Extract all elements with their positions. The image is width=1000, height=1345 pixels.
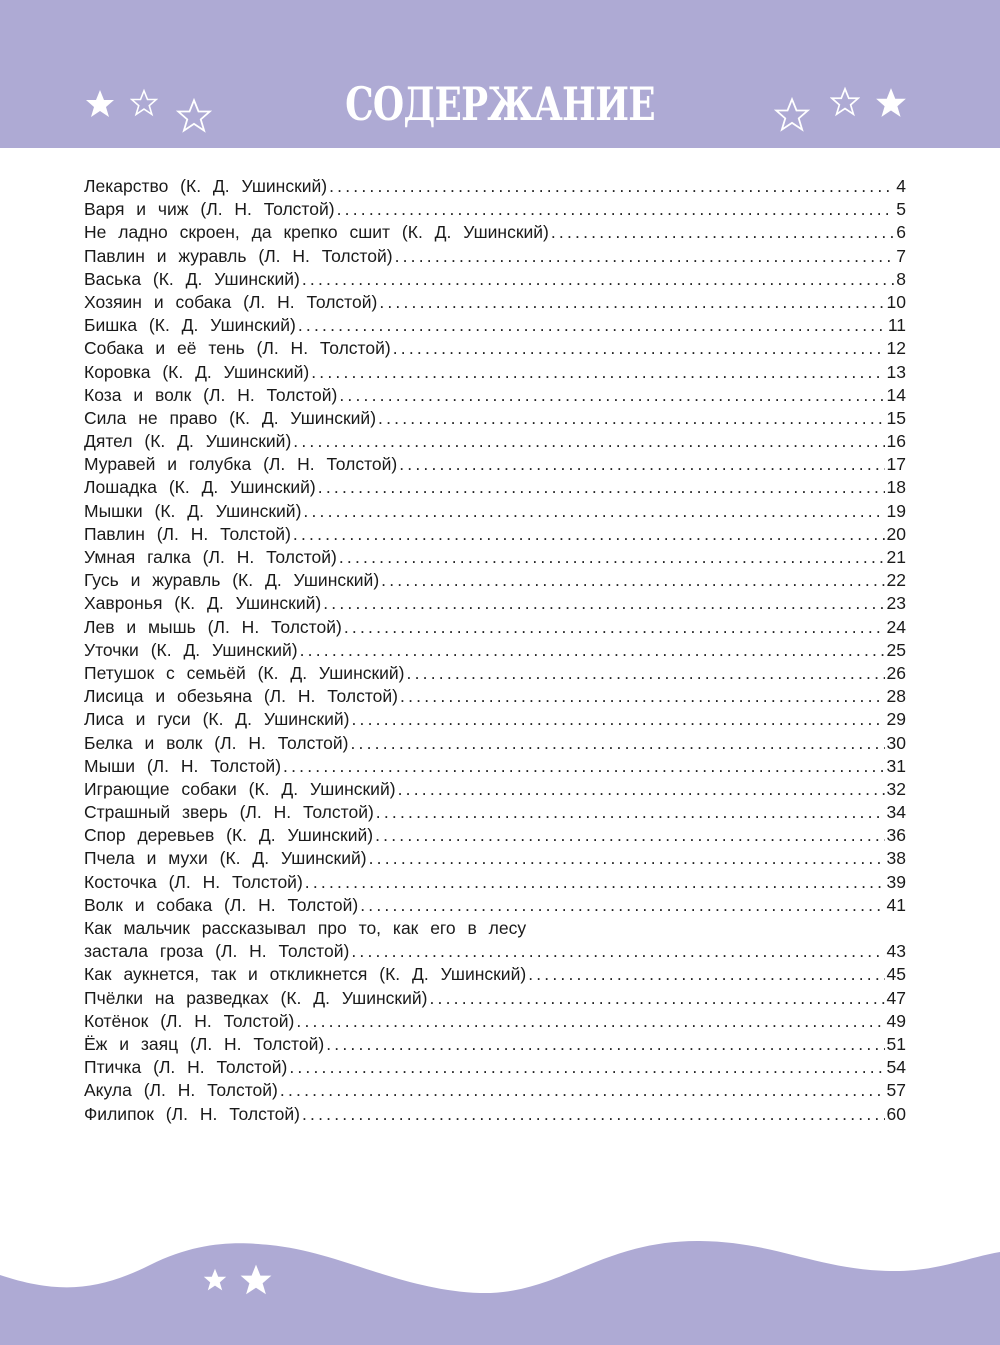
toc-entry-page: 29 [886, 709, 906, 730]
toc-entry-page: 43 [886, 941, 906, 962]
toc-entry[interactable] [84, 477, 906, 500]
dot-leader [351, 941, 884, 962]
toc-entry-page: 38 [886, 848, 906, 869]
toc-entry-title: Акула (Л. Н. Толстой) [84, 1080, 278, 1101]
toc-entry[interactable] [84, 524, 906, 547]
toc-entry-title: Птичка (Л. Н. Толстой) [84, 1057, 288, 1078]
dot-leader [302, 269, 894, 290]
toc-entry-page: 6 [896, 222, 906, 243]
toc-entry[interactable] [84, 988, 906, 1011]
toc-entry[interactable] [84, 1011, 906, 1034]
toc-entry-page: 19 [886, 500, 906, 521]
toc-entry-page: 41 [886, 894, 906, 915]
toc-entry-title: Собака и её тень (Л. Н. Толстой) [84, 338, 391, 359]
toc-entry-page: 10 [886, 291, 906, 312]
toc-entry-title: Как мальчик рассказывал про то, как его в лесу [84, 918, 527, 938]
toc-entry-page: 30 [886, 732, 906, 753]
toc-entry-page: 23 [886, 593, 906, 614]
dot-leader [337, 199, 895, 220]
toc-entry-page: 15 [886, 407, 906, 428]
star-outline-icon [774, 96, 810, 134]
toc-entry[interactable] [84, 1057, 906, 1080]
toc-entry[interactable] [84, 686, 906, 709]
toc-entry-page: 11 [887, 315, 906, 336]
dot-leader [351, 709, 884, 730]
toc-entry-title: Лев и мышь (Л. Н. Толстой) [84, 616, 342, 637]
dot-leader [326, 1034, 884, 1055]
toc-entry-page: 26 [886, 662, 906, 683]
toc-entry-title: Лисица и обезьяна (Л. Н. Толстой) [84, 686, 399, 707]
dot-leader [400, 686, 885, 707]
toc-entry-title: Сила не право (К. Д. Ушинский) [84, 407, 377, 428]
toc-entry-title: Страшный зверь (Л. Н. Толстой) [84, 802, 374, 823]
toc-entry-title: Хавронья (К. Д. Ушинский) [84, 593, 322, 614]
toc-entry-page: 8 [896, 268, 906, 289]
dot-leader [378, 408, 885, 429]
footer-wave [0, 1200, 1000, 1345]
toc-entry[interactable] [84, 570, 906, 593]
toc-entry-title: Как аукнется, так и откликнется (К. Д. Ушинский) [84, 964, 527, 985]
toc-entry-title: Волк и собака (Л. Н. Толстой) [84, 894, 359, 915]
toc-entry-page: 57 [886, 1080, 906, 1101]
toc-entry-title: Варя и чиж (Л. Н. Толстой) [84, 199, 335, 220]
toc-entry[interactable] [84, 176, 906, 199]
dot-leader [323, 593, 884, 614]
toc-entry-title: Гусь и журавль (К. Д. Ушинский) [84, 570, 380, 591]
toc-entry-title: Хозяин и собака (Л. Н. Толстой) [84, 291, 378, 312]
dot-leader [393, 338, 885, 359]
toc-entry[interactable] [84, 385, 906, 408]
toc-entry[interactable] [84, 292, 906, 315]
toc-entry[interactable] [84, 338, 906, 361]
toc-entry-line [84, 918, 906, 941]
dot-leader [305, 872, 885, 893]
toc-entry[interactable] [84, 756, 906, 779]
dot-leader [293, 431, 884, 452]
dot-leader [398, 779, 885, 800]
dot-leader [395, 246, 895, 267]
toc-entry-title: Умная галка (Л. Н. Толстой) [84, 547, 337, 567]
toc-entry-title: Ёж и заяц (Л. Н. Толстой) [84, 1033, 325, 1054]
star-outline-icon [830, 86, 860, 118]
dot-leader [339, 385, 884, 406]
toc-entry[interactable] [84, 1034, 906, 1057]
toc-entry-title: застала гроза (Л. Н. Толстой) [84, 941, 350, 962]
dot-leader [283, 756, 885, 777]
dot-leader [407, 663, 885, 684]
header-banner [0, 0, 1000, 148]
star-icon [874, 86, 908, 120]
toc-entry[interactable] [84, 362, 906, 385]
toc-entry-page: 36 [886, 825, 906, 846]
toc-entry-title: Бишка (К. Д. Ушинский) [84, 315, 296, 336]
toc-entry-title: Спор деревьев (К. Д. Ушинский) [84, 825, 374, 846]
toc-entry-page: 18 [886, 477, 906, 498]
toc-entry-title: Мыши (Л. Н. Толстой) [84, 755, 282, 776]
toc-entry[interactable] [84, 454, 906, 477]
table-of-contents [84, 176, 906, 1127]
toc-entry[interactable] [84, 547, 906, 570]
toc-entry-title: Павлин (Л. Н. Толстой) [84, 523, 291, 544]
toc-entry[interactable] [84, 848, 906, 871]
toc-entry-title: Котёнок (Л. Н. Толстой) [84, 1010, 295, 1031]
dot-leader [339, 547, 885, 568]
toc-entry-page: 22 [886, 570, 906, 591]
toc-entry-page: 24 [886, 616, 906, 637]
toc-entry[interactable] [84, 640, 906, 663]
dot-leader [360, 895, 884, 916]
dot-leader [381, 570, 884, 591]
toc-entry-title: Уточки (К. Д. Ушинский) [84, 639, 298, 660]
toc-entry-page: 21 [886, 547, 906, 567]
toc-entry-title: Муравей и голубка (Л. Н. Толстой) [84, 454, 398, 475]
toc-entry-page: 60 [886, 1103, 906, 1124]
dot-leader [376, 802, 885, 823]
dot-leader [300, 640, 885, 661]
toc-entry-page: 25 [886, 639, 906, 660]
toc-entry-title: Коровка (К. Д. Ушинский) [84, 361, 310, 382]
toc-entry-page: 17 [886, 454, 906, 475]
dot-leader [302, 1104, 885, 1125]
toc-entry[interactable] [84, 617, 906, 640]
toc-entry[interactable] [84, 315, 906, 338]
page-title: СОДЕРЖАНИЕ [345, 77, 655, 131]
toc-entry-page: 54 [886, 1057, 906, 1078]
toc-entry-title: Павлин и журавль (Л. Н. Толстой) [84, 245, 393, 266]
dot-leader [379, 292, 884, 313]
toc-entry-page: 51 [886, 1033, 906, 1054]
toc-entry-title: Лекарство (К. Д. Ушинский) [84, 176, 328, 196]
toc-entry[interactable] [84, 408, 906, 431]
toc-entry[interactable] [84, 733, 906, 756]
toc-entry-title: Пчела и мухи (К. Д. Ушинский) [84, 848, 367, 869]
dot-leader [318, 477, 885, 498]
toc-entry[interactable] [84, 199, 906, 222]
toc-entry-page: 7 [896, 245, 906, 266]
toc-entry-title: Пчёлки на разведках (К. Д. Ушинский) [84, 987, 428, 1008]
dot-leader [350, 733, 884, 754]
dot-leader [551, 222, 894, 243]
toc-entry-title: Играющие собаки (К. Д. Ушинский) [84, 778, 396, 799]
dot-leader [369, 848, 885, 869]
toc-entry-page: 16 [886, 431, 906, 452]
dot-leader [528, 964, 884, 985]
toc-entry-page: 39 [886, 871, 906, 892]
toc-entry-title: Белка и волк (Л. Н. Толстой) [84, 732, 349, 753]
toc-entry-page: 32 [886, 778, 906, 799]
toc-entry-page: 20 [886, 523, 906, 544]
dot-leader [289, 1057, 884, 1078]
toc-entry-page: 14 [886, 384, 906, 405]
toc-entry[interactable] [84, 593, 906, 616]
toc-entry[interactable] [84, 964, 906, 987]
toc-entry[interactable] [84, 1080, 906, 1103]
toc-entry-page: 49 [886, 1010, 906, 1031]
toc-entry[interactable] [84, 269, 906, 292]
toc-entry-title: Косточка (Л. Н. Толстой) [84, 871, 303, 892]
toc-entry[interactable] [84, 779, 906, 802]
dot-leader [303, 501, 884, 522]
toc-entry[interactable] [84, 872, 906, 895]
toc-entry-page: 28 [886, 686, 906, 707]
toc-entry[interactable] [84, 895, 906, 918]
dot-leader [399, 454, 884, 475]
toc-entry-page: 13 [886, 361, 906, 382]
toc-entry-page: 4 [896, 176, 906, 196]
toc-entry-page: 5 [896, 199, 906, 220]
toc-entry-page: 12 [886, 338, 906, 359]
dot-leader [375, 825, 884, 846]
toc-entry[interactable] [84, 501, 906, 524]
toc-entry[interactable] [84, 802, 906, 825]
dot-leader [329, 176, 894, 197]
toc-entry-title: Филипок (Л. Н. Толстой) [84, 1103, 300, 1124]
toc-entry[interactable] [84, 941, 906, 964]
toc-entry-page: 34 [886, 802, 906, 823]
toc-entry-title: Не ладно скроен, да крепко сшит (К. Д. Ушинский) [84, 222, 549, 243]
toc-entry[interactable] [84, 663, 906, 686]
toc-entry[interactable] [84, 431, 906, 454]
toc-entry[interactable] [84, 825, 906, 848]
toc-entry-title: Мышки (К. Д. Ушинский) [84, 500, 302, 521]
toc-entry-title: Лошадка (К. Д. Ушинский) [84, 477, 316, 498]
toc-entry[interactable] [84, 246, 906, 269]
dot-leader [429, 988, 884, 1009]
toc-entry-title: Коза и волк (Л. Н. Толстой) [84, 384, 338, 405]
toc-entry-page: 31 [886, 755, 906, 776]
dot-leader [280, 1080, 885, 1101]
dot-leader [296, 1011, 884, 1032]
toc-entry-page: 45 [886, 964, 906, 985]
dot-leader [311, 362, 884, 383]
dot-leader [344, 617, 885, 638]
toc-entry-title: Петушок с семьёй (К. Д. Ушинский) [84, 662, 405, 683]
dot-leader [293, 524, 885, 545]
toc-entry[interactable] [84, 1104, 906, 1127]
toc-entry-title: Дятел (К. Д. Ушинский) [84, 431, 292, 452]
toc-entry[interactable] [84, 709, 906, 732]
toc-entry[interactable] [84, 222, 906, 245]
toc-entry-title: Васька (К. Д. Ушинский) [84, 268, 300, 289]
dot-leader [298, 315, 886, 336]
toc-entry-title: Лиса и гуси (К. Д. Ушинский) [84, 709, 350, 730]
toc-entry-page: 47 [886, 987, 906, 1008]
